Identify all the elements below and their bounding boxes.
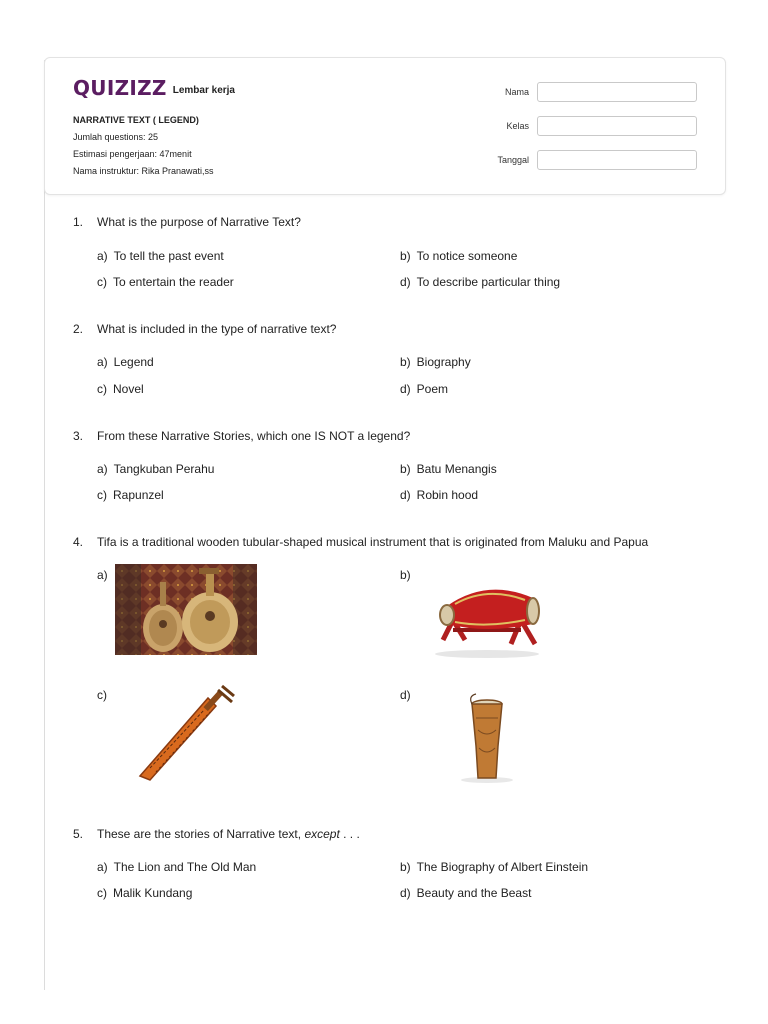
question-1 xyxy=(73,215,301,229)
question-number: 1. xyxy=(73,215,84,229)
option-2b xyxy=(400,355,471,369)
quizizz-logo: QUIZIZZ xyxy=(73,76,167,100)
class-field-row xyxy=(475,116,697,136)
question-text: What is the purpose of Narrative Text? xyxy=(97,215,301,229)
question-number: 2. xyxy=(73,322,84,336)
option-text: Batu Menangis xyxy=(416,462,497,476)
option-text: To describe particular thing xyxy=(416,275,561,289)
question-ellipsis: . . . xyxy=(343,827,360,841)
question-text: These are the stories of Narrative text, xyxy=(97,827,302,841)
option-3d xyxy=(400,488,478,502)
option-text: Rapunzel xyxy=(113,488,164,502)
option-text: To tell the past event xyxy=(113,249,224,263)
question-5 xyxy=(73,827,360,841)
brand xyxy=(73,76,235,100)
question-4 xyxy=(73,535,648,549)
option-letter: b) xyxy=(400,462,411,476)
instructor-name: Nama instruktur: Rika Pranawati,ss xyxy=(73,166,214,176)
gambus-lute-image xyxy=(115,564,257,655)
option-1a xyxy=(97,249,224,263)
option-3b xyxy=(400,462,497,476)
option-5c xyxy=(97,886,192,900)
option-5d xyxy=(400,886,531,900)
option-text: Biography xyxy=(416,355,471,369)
name-field[interactable] xyxy=(537,82,697,102)
option-text: To notice someone xyxy=(416,249,518,263)
question-2 xyxy=(73,322,336,336)
option-4d-letter: d) xyxy=(400,688,411,702)
worksheet-title: NARRATIVE TEXT ( LEGEND) xyxy=(73,115,199,125)
option-letter: b) xyxy=(400,355,411,369)
option-letter: d) xyxy=(400,382,411,396)
date-field[interactable] xyxy=(537,150,697,170)
date-field-row xyxy=(475,150,697,170)
option-letter: a) xyxy=(97,249,108,263)
option-letter: b) xyxy=(400,249,411,263)
page-left-border xyxy=(44,60,45,990)
question-text: From these Narrative Stories, which one IS NOT a legend? xyxy=(97,429,411,443)
tifa-drum-image xyxy=(450,688,524,784)
option-letter: a) xyxy=(97,860,108,874)
option-letter: c) xyxy=(97,488,107,502)
date-label: Tanggal xyxy=(497,155,529,165)
class-label: Kelas xyxy=(506,121,529,131)
question-text: Tifa is a traditional wooden tubular-shaped musical instrument that is originated from Maluku and Papua xyxy=(97,535,649,549)
name-label: Nama xyxy=(504,87,529,97)
option-1d xyxy=(400,275,560,289)
worksheet-label: Lembar kerja xyxy=(172,84,235,96)
question-number: 3. xyxy=(73,429,84,443)
option-text: The Lion and The Old Man xyxy=(113,860,257,874)
option-3a xyxy=(97,462,214,476)
time-estimate: Estimasi pengerjaan: 47menit xyxy=(73,149,192,159)
option-5b xyxy=(400,860,588,874)
option-letter: c) xyxy=(97,382,107,396)
option-3c xyxy=(97,488,164,502)
option-2d xyxy=(400,382,448,396)
kendang-drum-image xyxy=(425,568,550,660)
option-2c xyxy=(97,382,144,396)
name-field-row xyxy=(475,82,697,102)
option-letter: d) xyxy=(400,275,411,289)
question-emphasis: except xyxy=(304,827,340,841)
option-text: To entertain the reader xyxy=(113,275,234,289)
option-letter: a) xyxy=(97,355,108,369)
questions-count: Jumlah questions: 25 xyxy=(73,132,159,142)
option-letter: c) xyxy=(97,275,107,289)
question-3 xyxy=(73,429,410,443)
worksheet-header xyxy=(44,57,726,195)
option-letter: b) xyxy=(400,860,411,874)
option-1b xyxy=(400,249,517,263)
worksheet-meta xyxy=(73,112,214,180)
option-1c xyxy=(97,275,234,289)
option-text: Novel xyxy=(113,382,144,396)
question-number: 4. xyxy=(73,535,84,549)
option-text: Tangkuban Perahu xyxy=(113,462,215,476)
option-4c-letter: c) xyxy=(97,688,107,702)
question-text: What is included in the type of narrative text? xyxy=(97,322,337,336)
option-2a xyxy=(97,355,154,369)
option-letter: c) xyxy=(97,886,107,900)
option-4a-letter: a) xyxy=(97,568,108,582)
option-text: Robin hood xyxy=(416,488,479,502)
option-text: The Biography of Albert Einstein xyxy=(416,860,589,874)
option-text: Poem xyxy=(416,382,449,396)
option-text: Malik Kundang xyxy=(113,886,193,900)
option-letter: d) xyxy=(400,488,411,502)
option-text: Legend xyxy=(113,355,154,369)
option-text: Beauty and the Beast xyxy=(416,886,532,900)
question-number: 5. xyxy=(73,827,84,841)
option-letter: d) xyxy=(400,886,411,900)
option-4b-letter: b) xyxy=(400,568,411,582)
option-letter: a) xyxy=(97,462,108,476)
sasando-sape-image xyxy=(132,684,236,784)
class-field[interactable] xyxy=(537,116,697,136)
option-5a xyxy=(97,860,256,874)
